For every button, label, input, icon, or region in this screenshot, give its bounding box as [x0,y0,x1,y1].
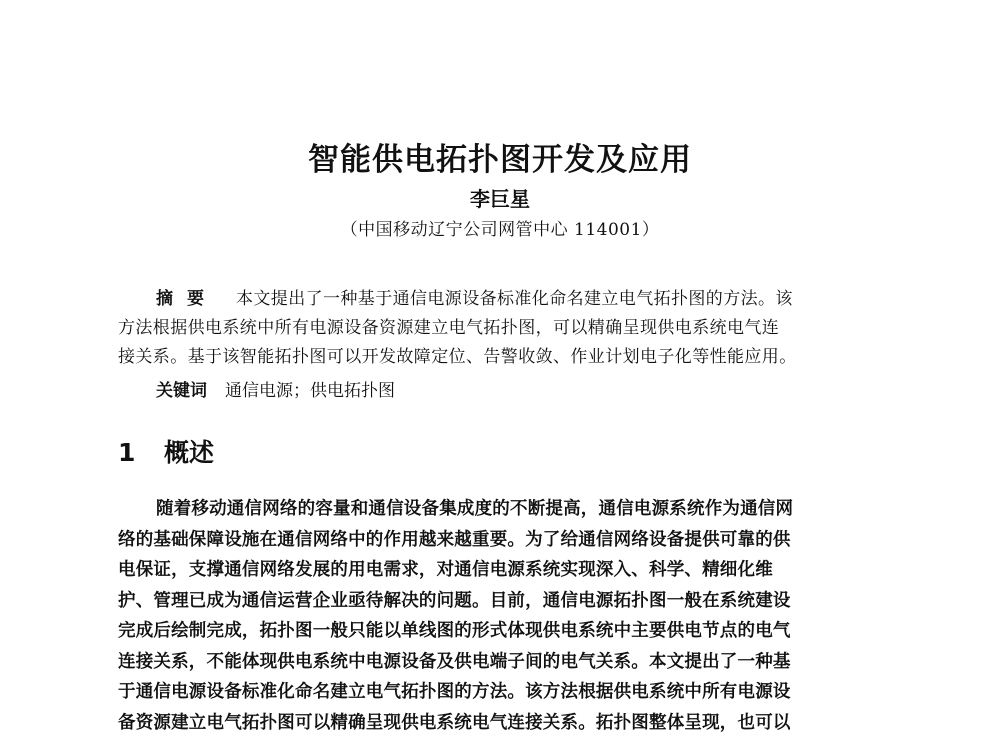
section-number: 1 [118,436,164,470]
abstract-line: 接关系。基于该智能拓扑图可以开发故障定位、告警收敛、作业计划电子化等性能应用。 [118,343,893,372]
paper-title: 智能供电拓扑图开发及应用 [0,140,1000,180]
paper-author: 李巨星 [0,186,1000,212]
keywords-label: 关键词 [156,381,207,401]
keywords-text: 通信电源；供电拓扑图 [225,381,395,401]
abstract-line: 方法根据供电系统中所有电源设备资源建立电气拓扑图，可以精确呈现供电系统电气连 [118,314,893,343]
keywords-line [156,377,395,406]
body-line: 完成后绘制完成，拓扑图一般只能以单线图的形式体现供电系统中主要供电节点的电气 [118,616,898,647]
section-heading [118,436,214,470]
body-line: 备资源建立电气拓扑图可以精确呈现供电系统电气连接关系。拓扑图整体呈现，也可以 [118,708,898,738]
abstract-block [118,285,893,372]
body-paragraph [118,494,898,738]
body-line [118,494,898,525]
body-line: 络的基础保障设施在通信网络中的作用越来越重要。为了给通信网络设备提供可靠的供 [118,525,898,556]
abstract-text: 本文提出了一种基于通信电源设备标准化命名建立电气拓扑图的方法。该 [236,289,793,309]
body-line: 电保证，支撑通信网络发展的用电需求，对通信电源系统实现深入、科学、精细化维 [118,555,898,586]
section-title: 概述 [164,438,214,467]
body-line: 于通信电源设备标准化命名建立电气拓扑图的方法。该方法根据供电系统中所有电源设 [118,677,898,708]
abstract-line [118,285,893,314]
body-line: 连接关系，不能体现供电系统中电源设备及供电端子间的电气关系。本文提出了一种基 [118,647,898,678]
abstract-label: 摘要 [156,289,218,309]
paper-affiliation: （中国移动辽宁公司网管中心 114001） [0,218,1000,242]
body-line-text: 随着移动通信网络的容量和通信设备集成度的不断提高，通信电源系统作为通信网 [156,499,793,519]
body-line: 护、管理已成为通信运营企业亟待解决的问题。目前，通信电源拓扑图一般在系统建设 [118,586,898,617]
